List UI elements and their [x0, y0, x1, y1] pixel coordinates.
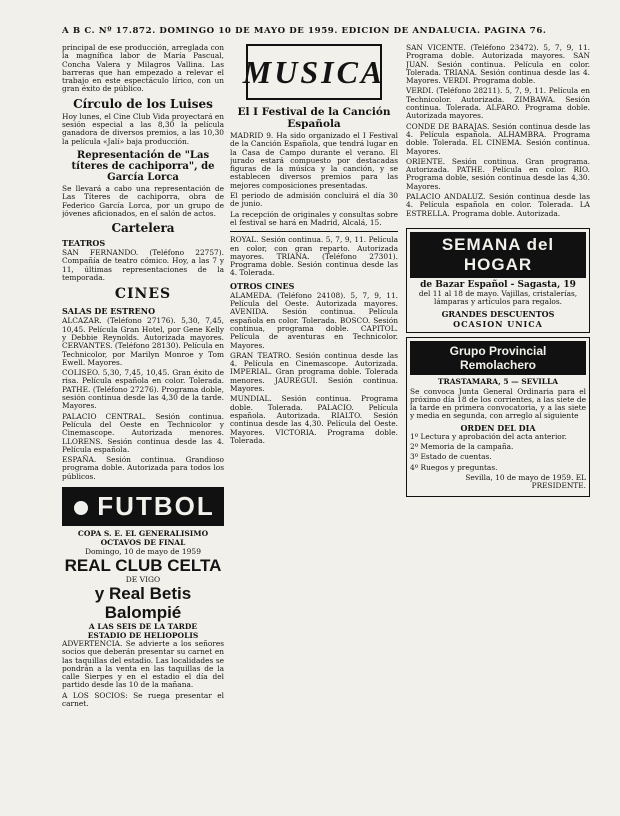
- orden-item-3: 3º Estado de cuentas.: [410, 452, 492, 462]
- salas-text: ALCAZAR. (Teléfono 27176). 5,30, 7,45, 10,45. Película Gran Hotel, por Gene Kelly y Debbie Reynolds. Autorizada mayores. CERVANTES. (Teléfono 28130). Película en Technicolor, por Marilyn Monroe y Tom Ewell. Mayores.: [62, 316, 224, 367]
- orden-item-2: 2º Memoria de la campaña.: [410, 442, 514, 452]
- orden-title: ORDEN DEL DIA: [460, 422, 536, 433]
- octavos-label: OCTAVOS DE FINAL: [100, 537, 186, 547]
- musica-heading: MUSICA: [246, 44, 382, 100]
- recepcion-text: La recepción de originales y consultas sobre el festival se hará en Madrid, Alcalá, 15.: [230, 209, 398, 227]
- ocasion-unica: OCASION UNICA: [453, 318, 543, 329]
- column-right: [406, 44, 590, 804]
- cartelera-title: Cartelera: [111, 221, 175, 236]
- salas-label: SALAS DE ESTRENO: [62, 306, 156, 317]
- column-left: [62, 44, 224, 804]
- football-icon: [71, 498, 91, 518]
- match-time: A LAS SEIS DE LA TARDE: [88, 621, 198, 631]
- stadium: ESTADIO DE HELIOPOLIS: [87, 630, 199, 640]
- festival-text: MADRID 9. Ha sido organizado el I Festival de la Canción Española, que tendrá lugar en la Casa de Campo durante el verano. El jurado estará compuesto por destacadas figuras de la música y la canción, y se establecen diversos premios para las mejores composiciones presentadas.: [230, 131, 398, 190]
- coliseo-text: COLISEO. 5,30, 7,45, 10,45. Gran éxito de risa. Película española en color. Tolerada. PATHE. (Teléfono 27276). Programa doble, sesión continua desde las 4,30 de la tarde. Mayores.: [62, 368, 224, 411]
- semana-title: SEMANA del HOGAR: [410, 232, 586, 278]
- page-header: A B C. Nº 17.872. DOMINGO 10 DE MAYO DE 1959. EDICION DE ANDALUCIA. PAGINA 76.: [62, 26, 547, 36]
- grupo-text: Se convoca Junta General Ordinaria para el próximo día 18 de los corrientes, a las siete de la tarde en primera convocatoria, y a las siete y media en segunda, con arreglo al siguiente: [410, 386, 586, 421]
- teatros-label: TEATROS: [62, 238, 106, 249]
- socios-text: A LOS SOCIOS: Se ruega presentar el carnet.: [62, 690, 224, 709]
- mid-text-4: PALACIO ANDALUZ. Sesión continua desde las 4. Película española en color. Tolerada. LA ESTRELLA. Programa doble. Autorizada.: [406, 192, 590, 218]
- column-center: [230, 44, 398, 804]
- otros-text: ALAMEDA. (Teléfono 24108). 5, 7, 9, 11. Película del Oeste. Autorizada mayores. AVENIDA. Sesión continua. Película española en color. Tolerada. BOSCO. Sesión continua, programa doble. CAPITOL. Película de aventuras en Technicolor. Mayores.: [230, 290, 398, 350]
- otros-text-3: MUNDIAL. Sesión continua. Programa doble. Tolerada. PALACIO. Película española. Autorizada. RIALTO. Sesión continua desde las 4,30. Película del Oeste. Mayores. VICTORIA. Programa doble. Tolerada.: [230, 394, 398, 445]
- futbol-title: FUTBOL: [97, 490, 215, 521]
- grandes-descuentos: GRANDES DESCUENTOS: [441, 308, 555, 319]
- grupo-firma: Sevilla, 10 de mayo de 1959. EL PRESIDENTE.: [465, 472, 586, 491]
- team-celta: REAL CLUB CELTA: [64, 555, 222, 575]
- top-text: SAN VICENTE. (Teléfono 23472). 5, 7, 9, 11. Programa doble. Autorizada mayores. SAN JUAN. Sesión continua. Película en color. Tolerada. TRIANA. Sesión continua desde las 4. Mayores. VERDI. Programa doble.: [406, 44, 590, 86]
- others-text: PALACIO CENTRAL. Sesión continua. Película del Oeste en Technicolor y Cinemascope. Autorizada menores. LLORENS. Sesión continua desde las 4. Película española.: [62, 411, 224, 454]
- otros-cines-label: OTROS CINES: [230, 280, 295, 291]
- semana-text: del 11 al 18 de mayo. Vajillas, cristalerías, lámparas y artículos para regalos.: [418, 288, 578, 307]
- intro-paragraph: principal de ese producción, arreglada con la magnífica labor de María Pascual, Concha Valera y Milagros Vallina. Las barreras que han empezado a relevar el trabajo en este espectáculo lírico, con un gran éxito de público.: [62, 44, 224, 94]
- semana-hogar-ad: [406, 228, 590, 333]
- divider: [230, 231, 398, 232]
- periodo-text: El periodo de admisión concluirá el día 30 de junio.: [230, 191, 398, 209]
- orden-item-1: 1º Lectura y aprobación del acta anterior.: [410, 431, 567, 441]
- circulo-title: Círculo de los Luises: [73, 96, 213, 111]
- team-betis: y Real Betis Balompié: [94, 583, 192, 622]
- mid-text: VERDI. (Teléfono 28211). 5, 7, 9, 11. Película en Technicolor. Autorizada. ZIMBAWA. Sesión continua. Tolerada. ALFARO. Programa doble. Autorizada mayores.: [406, 86, 590, 121]
- team-city: DE VIGO: [125, 574, 161, 584]
- mid-text-3: ORIENTE. Sesión continua. Gran programa. Autorizada. PATHE. Película en color. RIO. Programa doble, sesión continua desde las 4,30. Mayores.: [406, 156, 590, 191]
- cines-title: CINES: [114, 286, 172, 303]
- futbol-text: ADVERTENCIA. Se advierte a los señores socios que deberán presentar su carnet en las taquillas del estadio. Las localidades se pondrán a la venta en las taquillas de la calle Sierpes y en el estadio el día del partido desde las 10 de la mañana.: [62, 638, 224, 690]
- grupo-remolachero-notice: [406, 337, 590, 497]
- match-date: Domingo, 10 de mayo de 1959: [85, 546, 201, 556]
- festival-title: El I Festival de la Canción Española: [237, 106, 391, 130]
- mid-text-2: CONDE DE BARAJAS. Sesión continua desde las 4. Película española. ALHAMBRA. Programa doble. Tolerada. EL CINEMA. Sesión continua. Mayores.: [406, 121, 590, 156]
- representacion-title: Representación de "Las títeres de cachiporra", de García Lorca: [71, 149, 215, 183]
- otros-text-2: GRAN TEATRO. Sesión continua desde las 4. Película en Cinemascope. Autorizada. IMPERIAL. Gran programa doble. Tolerada menores. JAUREGUI. Sesión continua. Mayores.: [230, 350, 398, 394]
- grupo-address: TRASTAMARA, 5 — SEVILLA: [437, 376, 559, 386]
- semana-sub: de Bazar Español - Sagasta, 19: [420, 279, 576, 290]
- teatros-text: SAN FERNANDO. (Teléfono 22757). Compañía de teatro cómico. Hoy, a las 7 y 11, últimas representaciones de la temporada.: [62, 248, 224, 283]
- grupo-title: Grupo Provincial Remolachero: [410, 341, 586, 375]
- representacion-text: Se llevará a cabo una representación de Las Títeres de cachiporra, obra de Federico García Lorca, por un grupo de jóvenes aficionados, en el salón de actos.: [62, 183, 224, 218]
- circulo-text: Hoy lunes, el Cine Club Vida proyectará en sesión especial a las 8,30 la película ganadora de diversos premios, a las 10,30 la película «Jalí» baja producción.: [62, 111, 224, 146]
- futbol-banner: [62, 487, 224, 526]
- cine-text: ROYAL. Sesión continua. 5, 7, 9, 11. Película en color, con gran reparto. Autorizada mayores. TRIANA. (Teléfono 27301). Programa doble. Sesión continua desde las 4. Tolerada.: [230, 235, 398, 278]
- copa-label: COPA S. E. EL GENERALISIMO: [77, 528, 209, 538]
- orden-item-4: 4º Ruegos y preguntas.: [410, 462, 498, 472]
- final-text: ESPAÑA. Sesión continua. Grandioso programa doble. Autorizada para todos los públicos.: [62, 455, 224, 481]
